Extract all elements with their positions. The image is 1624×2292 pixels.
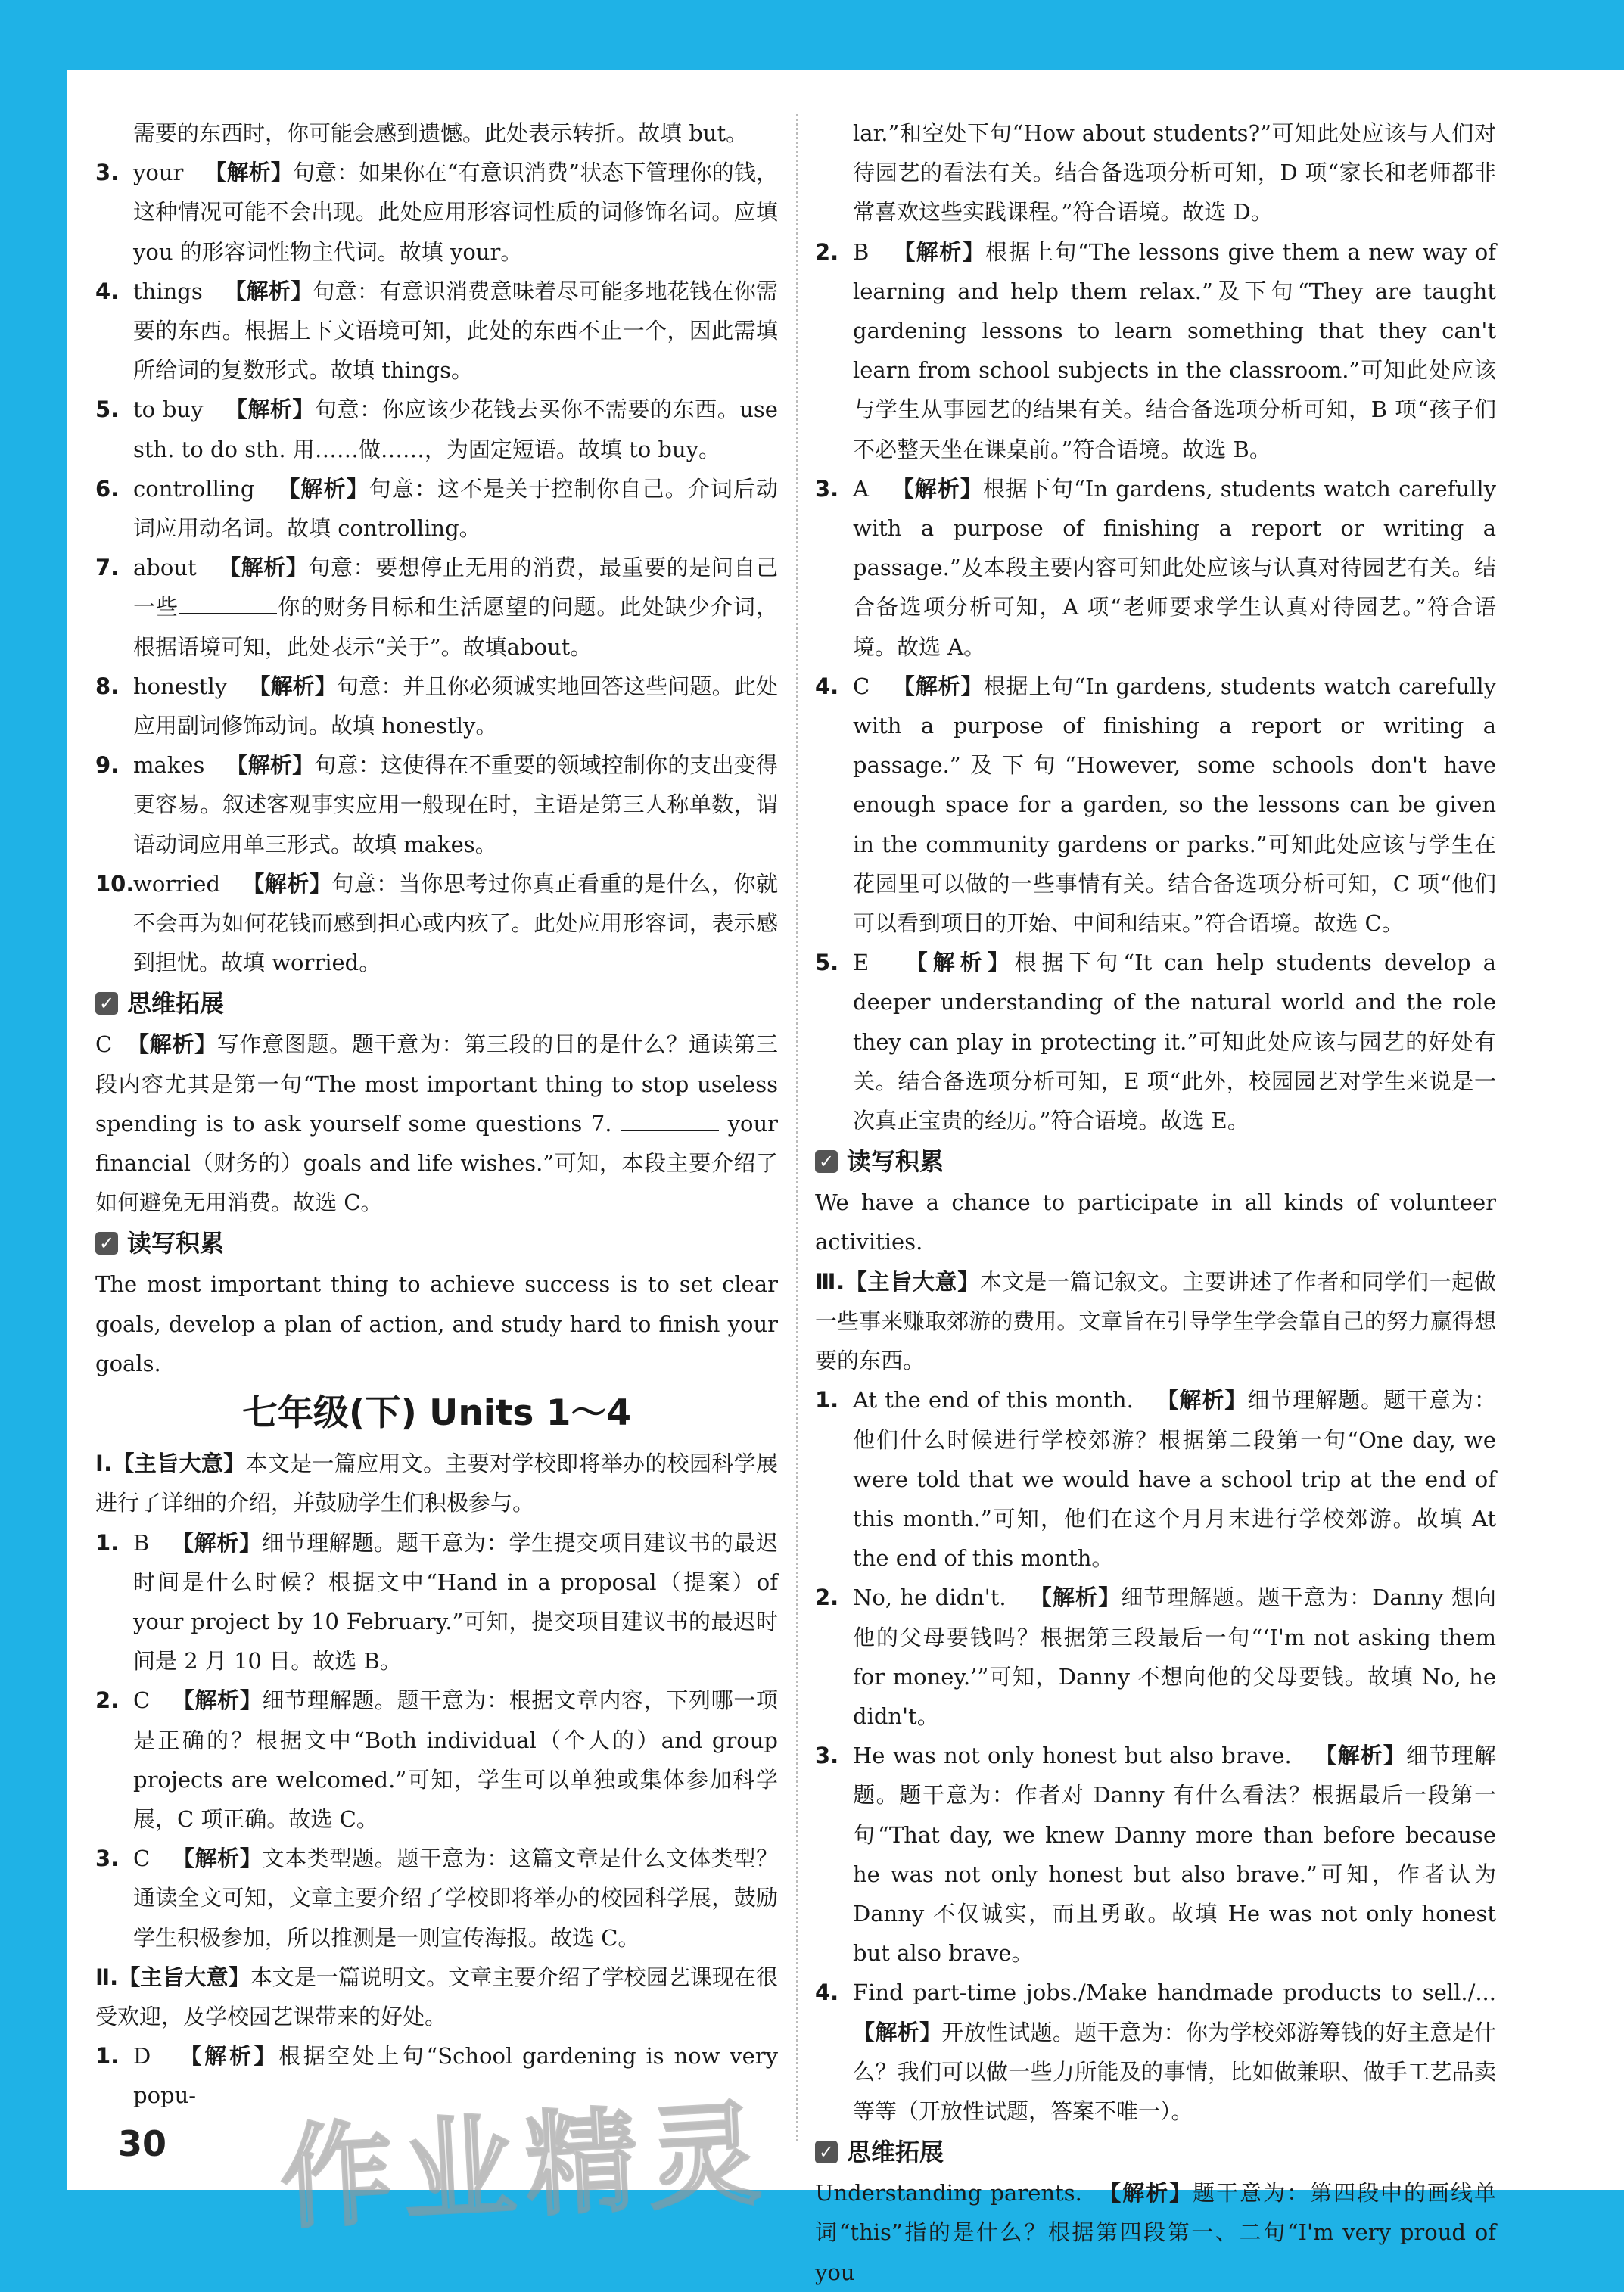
analysis-text: 根据上句“The lessons give them a new way of learning and help them relax.”及下句“They are taught gardening lessons to learn something that they can't learn from school subjects in the classroom.”可知此处应该与学生从事园艺的结果有关。结合备选项分析可知，B 项“孩子们不必整天坐在课桌前。”符合语境。故选 B。 [853, 238, 1496, 462]
section-title: 读写积累 [127, 1229, 225, 1258]
answer-item [815, 232, 1496, 469]
item-number: 1. [95, 1529, 120, 1556]
section-title: 思维拓展 [847, 2138, 944, 2167]
analysis-text: 句意：当你思考过你真正看重的是什么，你就不会再为如何花钱而感到担心或内疚了。此处应用形容词，表示感到担忧。故填 worried。 [133, 870, 778, 976]
analysis-text: 句意：并且你必须诚实地回答这些问题。此处应用副词修饰动词。故填 honestly。 [133, 673, 778, 739]
answer-item [815, 469, 1496, 667]
item-number: 3. [815, 1743, 839, 1769]
item-number: 3. [95, 1846, 120, 1872]
continued-text: 需要的东西时，你可能会感到遗憾。此处表示转折。故填 but。 [133, 120, 748, 146]
analysis-tag: 【解析】 [204, 160, 293, 186]
answer: controlling [133, 475, 255, 502]
answer-item [815, 667, 1496, 943]
analysis-text: 根据上句“In gardens, students watch carefully with a purpose of finishing a report or writing a passage.”及下句“However, some schools don't have enough space for a garden, so the lessons can be given in the community gardens or parks.”可知此处应该与学生在花园里可以做的一些事情有关。结合备选项分析可知，C 项“他们可以看到项目的开始、中间和结束。”符合语境。故选 C。 [853, 673, 1496, 937]
answer: C [133, 1687, 151, 1714]
section-body [95, 1025, 778, 1222]
item-number: 3. [815, 475, 839, 502]
analysis-tag: 【解析】 [893, 238, 986, 265]
passage-summary [815, 1262, 1496, 1381]
check-icon: ✓ [815, 1150, 838, 1173]
item-number: 4. [95, 278, 120, 304]
summary-text: 本文是一篇应用文。主要对学校即将举办的校园科学展进行了详细的介绍，并鼓励学生们积极参与。 [95, 1451, 778, 1516]
analysis-text: 你的财务目标和生活愿望的问题。此处缺少介词，根据语境可知，此处表示“关于”。故填about。 [133, 594, 778, 660]
answer: B [853, 238, 870, 265]
answer-item [95, 1523, 778, 1681]
analysis-tag: 【解析】 [219, 555, 309, 581]
section-heading [815, 1140, 1496, 1183]
analysis-tag: 【解析】 [1314, 1743, 1406, 1769]
check-icon: ✓ [95, 992, 118, 1015]
item-number: 9. [95, 752, 120, 779]
analysis-tag: 【解析】 [905, 950, 1015, 976]
answer-item [95, 153, 778, 272]
answer-item [95, 390, 778, 468]
check-icon: ✓ [95, 1232, 118, 1255]
analysis-text: 细节理解题。题干意为：根据文章内容，下列哪一项是正确的？根据文中“Both individual（个人的）and group projects are welcomed.”可知，学生可以单独或集体参加科学展，C 项正确。故选 C。 [133, 1687, 778, 1832]
item-number: 2. [815, 238, 839, 265]
answer: honestly [133, 673, 228, 699]
analysis-text: 句意：这不是关于控制你自己。介词后动词应用动名词。故填 controlling。 [133, 475, 778, 542]
analysis-text: 根据下句“In gardens, students watch carefully with a purpose of finishing a report or writing a passage.”及本段主要内容可知此处应该与认真对待园艺有关。结合备选项分析可知，A 项“老师要求学生认真对待园艺。”符合语境。故选 A。 [853, 475, 1496, 660]
answer: At the end of this month. [853, 1387, 1134, 1413]
item-number: 6. [95, 475, 120, 502]
analysis-text: 句意：你应该少花钱去买你不需要的东西。use sth. to do sth. 用……做……，为固定短语。故填 to buy。 [133, 397, 778, 462]
analysis-tag: 【解析】 [1156, 1387, 1248, 1413]
analysis-tag: 【解析】 [1029, 1584, 1122, 1611]
answer: about [133, 555, 197, 581]
analysis-tag: 【解析】 [242, 870, 332, 897]
item-number: 4. [815, 1979, 839, 2006]
analysis-tag: 【解析】 [891, 475, 983, 502]
analysis-text: 细节理解题。题干意为：Danny 想向他的父母要钱吗？根据第三段最后一句“‘I'm not asking them for money.’”可知，Danny 不想向他的父母要钱。故填 No, he didn't。 [853, 1584, 1496, 1729]
analysis-text: 文本类型题。题干意为：这篇文章是什么文体类型？通读全文可知，文章主要介绍了学校即将举办的校园科学展，鼓励学生积极参加，所以推测是一则宣传海报。故选 C。 [133, 1846, 778, 1951]
answer: D [133, 2043, 151, 2070]
analysis-text: 细节理解题。题干意为：学生提交项目建议书的最迟时间是什么时候？根据文中“Hand in a proposal（提案）of your project by 10 February.”可知，提交项目建议书的最迟时间是 2 月 10 日。故选 B。 [133, 1529, 778, 1675]
section-body: We have a chance to participate in all kinds of volunteer activities. [815, 1190, 1496, 1255]
answer: worried [133, 870, 221, 897]
answer-item [95, 745, 778, 864]
analysis-text: 细节理解题。题干意为：作者对 Danny 有什么看法？根据最后一段第一句“That day, we knew Danny more than before because he was not only honest but also brave.”可知，作者认为 Danny 不仅诚实，而且勇敢。故填 He was not only honest but also brave。 [853, 1743, 1496, 1967]
section-body [815, 2173, 1496, 2292]
analysis-tag: 【解析】 [224, 278, 313, 304]
answer-item [815, 943, 1496, 1140]
analysis-text: 根据下句“It can help students develop a deeper understanding of the natural world and the role they can play in protecting it.”可知此处应该与园艺的好处有关。结合备选项分析可知，E 项“此外，校园园艺对学生来说是一次真正宝贵的经历。”符合语境。故选 E。 [853, 950, 1496, 1134]
answer-item [95, 272, 778, 390]
answer-item [95, 548, 778, 667]
section-heading [95, 982, 778, 1025]
analysis-tag: 【解析】 [225, 397, 315, 423]
item-number: 2. [815, 1584, 839, 1611]
column-divider [796, 114, 798, 2141]
item-number: 4. [815, 673, 839, 699]
section-heading [95, 1222, 778, 1264]
analysis-tag: 【解析】 [1099, 2180, 1193, 2206]
analysis-text: 写作意图题。题干意为：第三段的目的是什么？通读第三段内容尤其是第一句“The most important thing to stop useless spending is to ask yourself some questions 7. [95, 1031, 778, 1137]
analysis-text: 细节理解题。题干意为：他们什么时候进行学校郊游？根据第二段第一句“One day, we were told that we would have a school trip at the end of this month.”可知，他们在这个月月末进行学校郊游。故填 At the end of this month。 [853, 1387, 1496, 1572]
summary-label: Ⅲ.【主旨大意】 [815, 1268, 980, 1295]
analysis-tag: 【解析】 [892, 673, 984, 699]
item-number: 3. [95, 160, 120, 186]
item-number: 7. [95, 555, 120, 581]
item-number: 5. [95, 397, 120, 423]
answer: He was not only honest but also brave. [853, 1743, 1292, 1769]
left-column [95, 114, 778, 2116]
section-title: 思维拓展 [127, 989, 225, 1018]
fill-blank [179, 591, 277, 614]
analysis-tag: 【解析】 [172, 1529, 262, 1556]
answer: Find part-time jobs./Make handmade products to sell./... [853, 1979, 1496, 2006]
answer-item [815, 1736, 1496, 1973]
summary-label: Ⅱ.【主旨大意】 [95, 1964, 250, 1990]
answer-item [95, 1681, 778, 1839]
answer: A [853, 475, 869, 502]
analysis-tag: 【解析】 [248, 673, 337, 699]
answer: C [95, 1031, 113, 1058]
answer: things [133, 278, 203, 304]
analysis-tag: 【解析】 [172, 1846, 263, 1872]
analysis-tag: 【解析】 [853, 2019, 942, 2045]
page-number: 30 [118, 2123, 167, 2164]
analysis-text: 根据空处上句“School gardening is now very popu- [133, 2043, 778, 2109]
section-heading [815, 2131, 1496, 2173]
analysis-tag: 【解析】 [172, 1687, 263, 1714]
analysis-text: 开放性试题。题干意为：你为学校郊游筹钱的好主意是什么？我们可以做一些力所能及的事情，比如做兼职、做手工艺品卖等等（开放性试题，答案不唯一）。 [853, 2019, 1496, 2124]
item-number: 10. [95, 870, 135, 897]
answer: No, he didn't. [853, 1584, 1006, 1611]
passage-summary [95, 1958, 778, 2036]
answer-item [95, 864, 778, 983]
section-title: 读写积累 [847, 1147, 944, 1177]
analysis-tag: 【解析】 [179, 2043, 278, 2070]
answer: your [133, 160, 184, 186]
continued-text: lar.”和空处下句“How about students?”可知此处应该与人们对待园艺的看法有关。结合备选项分析可知，D 项“家长和老师都非常喜欢这些实践课程。”符合语境。故选 D。 [853, 120, 1496, 225]
answer: C [133, 1846, 151, 1872]
answer-item [95, 1839, 778, 1958]
item-number: 5. [815, 950, 839, 976]
fill-blank [621, 1108, 719, 1131]
answer: C [853, 673, 870, 699]
answer: B [133, 1529, 150, 1556]
answer: makes [133, 752, 205, 779]
answer: E [853, 950, 870, 976]
passage-summary [95, 1444, 778, 1522]
analysis-tag: 【解析】 [226, 752, 315, 779]
watermark: 作业精灵 [277, 2088, 774, 2244]
check-icon: ✓ [815, 2141, 838, 2163]
answer-item [815, 1380, 1496, 1578]
unit-title: 七年级(下) Units 1～4 [241, 1392, 632, 1435]
analysis-text: 句意：要想停止无用的消费，最重要的是问自己一些 [133, 555, 778, 620]
answer-item [95, 469, 778, 548]
answer-item [815, 1973, 1496, 2131]
item-number: 1. [95, 2043, 120, 2070]
item-number: 2. [95, 1687, 120, 1714]
answer: Understanding parents. [815, 2180, 1082, 2206]
analysis-tag: 【解析】 [278, 475, 369, 502]
answer: to buy [133, 397, 204, 423]
summary-text: 本文是一篇记叙文。主要讲述了作者和同学们一起做一些事来赚取郊游的费用。文章旨在引导学生学会靠自己的努力赢得想要的东西。 [815, 1268, 1496, 1374]
section-body: The most important thing to achieve success is to set clear goals, develop a plan of action, and study hard to finish your goals. [95, 1271, 778, 1376]
analysis-text: 句意：这使得在不重要的领域控制你的支出变得更容易。叙述客观事实应用一般现在时，主语是第三人称单数，谓语动词应用单三形式。故填 makes。 [133, 752, 778, 857]
answer-item [815, 1578, 1496, 1736]
right-column [815, 114, 1496, 2292]
analysis-text: 题干意为：第四段中的画线单词“this”指的是什么？根据第四段第一、二句“I'm very proud of you [815, 2180, 1496, 2285]
analysis-tag: 【解析】 [127, 1031, 217, 1058]
item-number: 8. [95, 673, 120, 699]
analysis-text: 句意：有意识消费意味着尽可能多地花钱在你需要的东西。根据上下文语境可知，此处的东西不止一个，因此需填所给词的复数形式。故填 things。 [133, 278, 778, 384]
analysis-text: 句意：如果你在“有意识消费”状态下管理你的钱，这种情况可能不会出现。此处应用形容词性质的词修饰名词。应填 you 的形容词性物主代词。故填 your。 [133, 160, 778, 265]
item-number: 1. [815, 1387, 839, 1413]
summary-text: 本文是一篇说明文。文章主要介绍了学校园艺课现在很受欢迎，及学校园艺课带来的好处。 [95, 1964, 778, 2029]
answer-item [95, 667, 778, 745]
analysis-text: your financial（财务的）goals and life wishes.”可知，本段主要介绍了如何避免无用消费。故选 C。 [95, 1110, 779, 1216]
summary-label: Ⅰ.【主旨大意】 [95, 1451, 246, 1477]
